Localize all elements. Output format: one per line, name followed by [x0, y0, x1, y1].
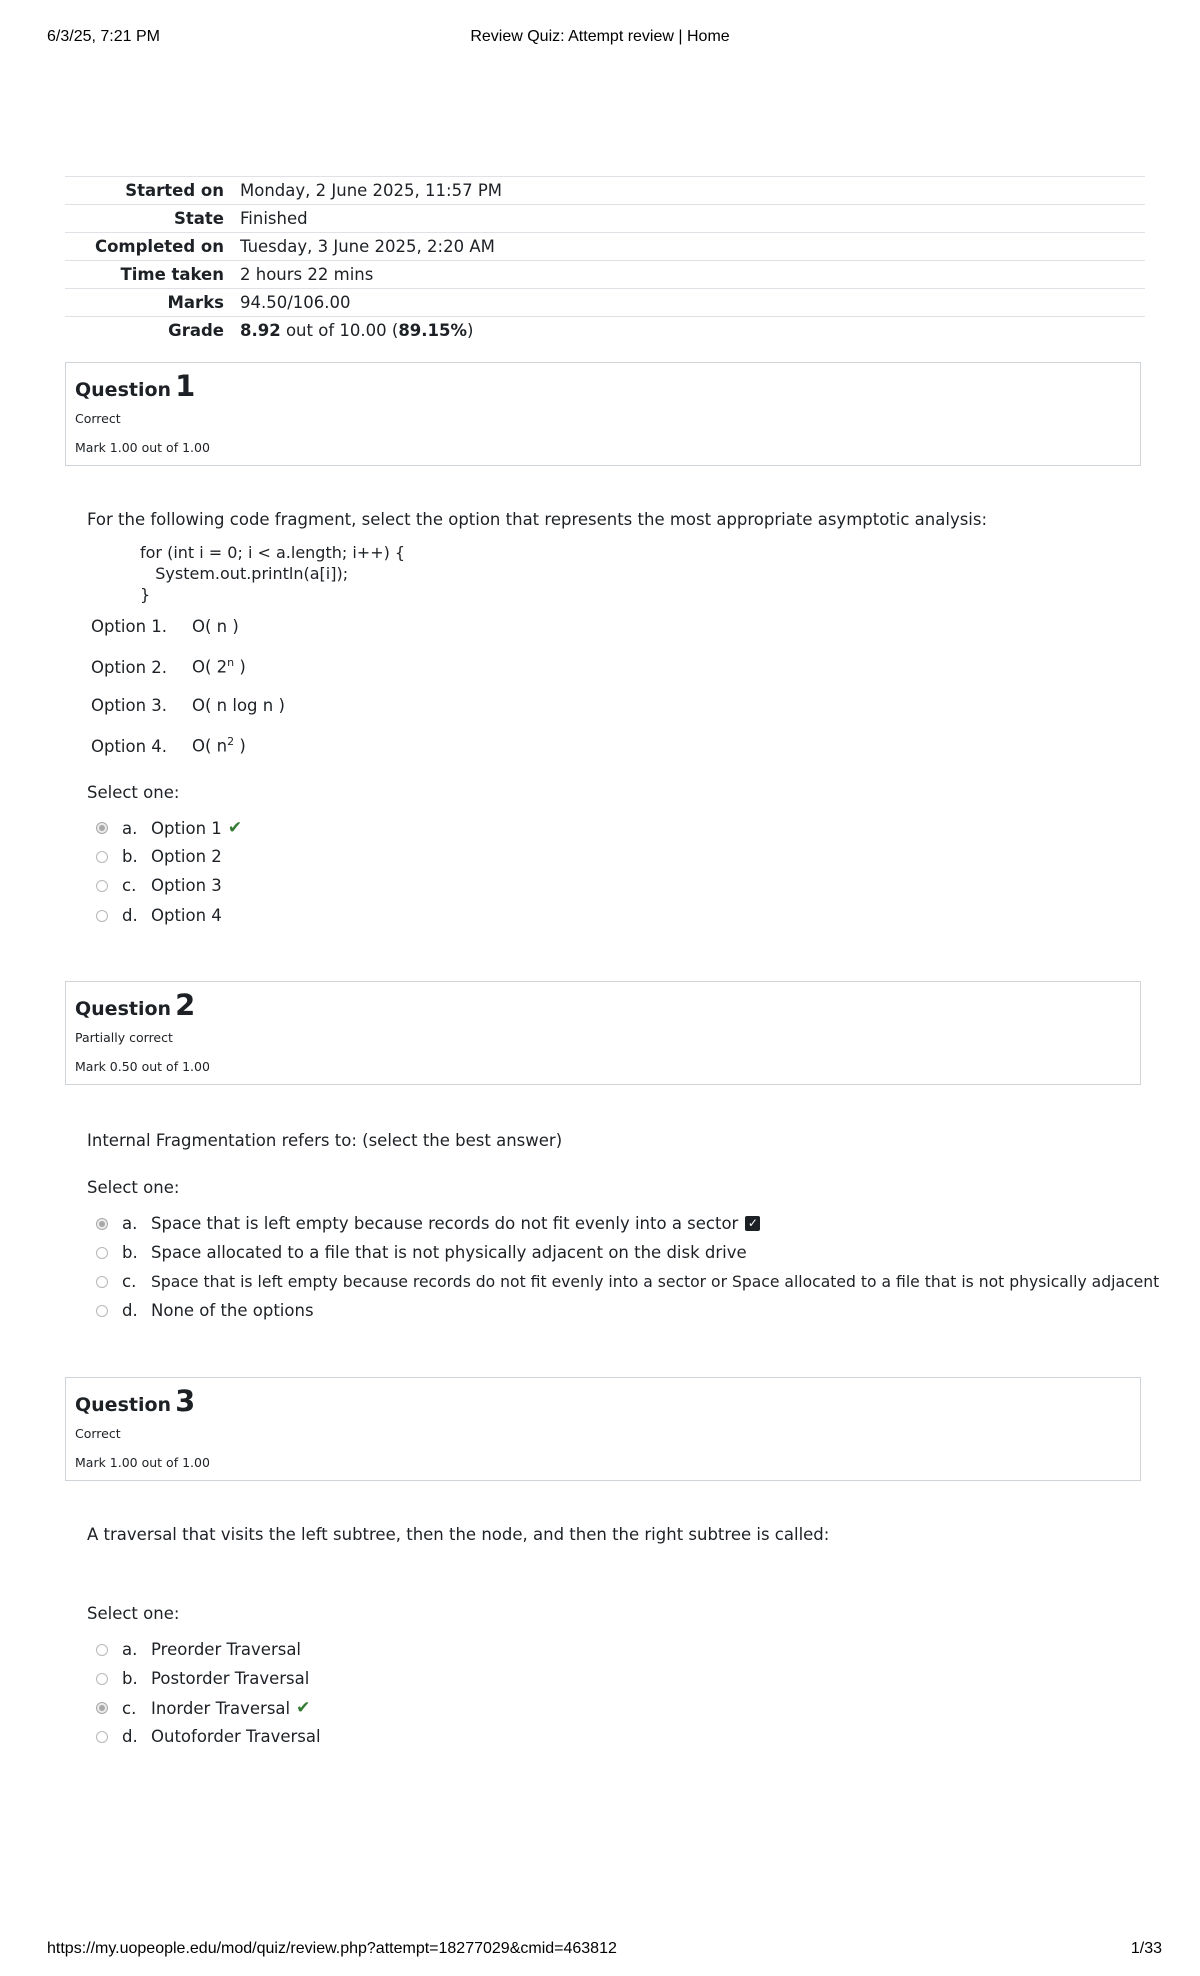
option-row-1 — [91, 617, 239, 636]
completed-on-label: Completed on — [94, 237, 224, 256]
check-icon: ✔ — [296, 1698, 311, 1718]
answer-letter: a. — [122, 1640, 138, 1659]
q2-answer-a[interactable] — [96, 1214, 760, 1233]
question-3-number — [75, 1384, 195, 1418]
radio-button[interactable] — [96, 1644, 108, 1656]
completed-on-value: Tuesday, 3 June 2025, 2:20 AM — [240, 237, 495, 256]
question-2-text: Internal Fragmentation refers to: (select the best answer) — [87, 1131, 563, 1150]
q1-answer-b[interactable] — [96, 847, 222, 866]
answer-text: Space allocated to a file that is not physically adjacent on the disk drive — [151, 1243, 747, 1262]
time-taken-label: Time taken — [120, 265, 224, 284]
grade-value — [240, 317, 1145, 345]
answer-letter: b. — [122, 1669, 138, 1688]
radio-button[interactable] — [96, 1276, 108, 1288]
option-label: Option 2. — [91, 657, 168, 677]
q3-answer-b[interactable] — [96, 1669, 309, 1688]
grade-score: 8.92 — [240, 321, 281, 341]
radio-button[interactable] — [96, 880, 108, 892]
answer-letter: b. — [122, 847, 138, 866]
question-1-code — [140, 542, 405, 605]
marks-label: Marks — [167, 293, 224, 312]
page-number: 1/33 — [1130, 1940, 1162, 1957]
radio-button[interactable] — [96, 1305, 108, 1317]
question-2-grade: Mark 0.50 out of 1.00 — [75, 1059, 210, 1074]
option-expr: O( n — [192, 736, 228, 756]
question-1-grade: Mark 1.00 out of 1.00 — [75, 440, 210, 455]
q3-answer-c[interactable] — [96, 1698, 310, 1718]
radio-button[interactable] — [96, 1247, 108, 1259]
radio-button[interactable] — [96, 910, 108, 922]
option-expr: O( 2 — [192, 657, 228, 677]
question-2-number — [75, 988, 195, 1022]
question-number: 1 — [175, 369, 196, 403]
code-line: for (int i = 0; i < a.length; i++) { — [140, 543, 406, 562]
time-taken-value: 2 hours 22 mins — [240, 265, 374, 284]
grade-out-of: out of 10.00 ( — [280, 321, 399, 341]
answer-text: Inorder Traversal — [151, 1698, 291, 1718]
code-line: System.out.println(a[i]); — [140, 564, 349, 583]
option-exponent: 2 — [227, 735, 235, 748]
answer-text: Option 4 — [151, 906, 222, 925]
question-label: Question — [75, 379, 172, 401]
option-label: Option 3. — [91, 696, 168, 715]
summary-row-started — [65, 177, 1145, 205]
check-icon: ✔ — [227, 818, 243, 838]
option-row-3 — [91, 696, 285, 715]
q2-answer-c[interactable] — [96, 1272, 1159, 1291]
attempt-summary-table — [65, 176, 1145, 345]
answer-letter: c. — [122, 876, 137, 895]
page-url: https://my.uopeople.edu/mod/quiz/review.php?attempt=18277029&cmid=463812 — [47, 1940, 617, 1957]
question-3-text: A traversal that visits the left subtree, then the node, and then the right subtree is called: — [87, 1525, 830, 1544]
q1-answer-d[interactable] — [96, 906, 222, 925]
question-3-grade: Mark 1.00 out of 1.00 — [75, 1455, 210, 1470]
code-line: } — [140, 585, 151, 604]
answer-letter: c. — [122, 1698, 137, 1718]
radio-button[interactable] — [96, 851, 108, 863]
radio-button[interactable] — [96, 1731, 108, 1743]
answer-text: Space that is left empty because records do not fit evenly into a sector or Space allocated to a file that is not physically adjacent — [151, 1272, 1160, 1291]
answer-letter: b. — [122, 1243, 138, 1262]
radio-button[interactable] — [96, 1673, 108, 1685]
question-1-text: For the following code fragment, select the option that represents the most appropriate asymptotic analysis: — [87, 510, 988, 529]
question-1-number — [75, 369, 195, 403]
radio-button[interactable] — [96, 1218, 108, 1230]
question-1-info — [65, 362, 1141, 466]
option-expr: O( n ) — [192, 617, 239, 636]
grade-percent: 89.15% — [398, 321, 468, 341]
marks-value: 94.50/106.00 — [240, 293, 351, 312]
option-row-4 — [91, 735, 246, 756]
print-datetime: 6/3/25, 7:21 PM — [47, 28, 160, 45]
option-label: Option 1. — [91, 617, 168, 636]
option-expr: O( n log n ) — [192, 696, 285, 715]
question-label: Question — [75, 998, 172, 1020]
started-on-label: Started on — [125, 181, 224, 200]
question-label: Question — [75, 1394, 172, 1416]
question-2-state: Partially correct — [75, 1030, 173, 1045]
q2-answer-d[interactable] — [96, 1301, 314, 1320]
answer-text: Preorder Traversal — [151, 1640, 302, 1659]
summary-row-grade — [65, 317, 1145, 345]
grade-close: ) — [467, 321, 474, 341]
radio-button[interactable] — [96, 822, 108, 834]
answer-letter: d. — [122, 1301, 138, 1320]
answer-letter: d. — [122, 906, 138, 925]
question-3-state: Correct — [75, 1426, 121, 1441]
question-2-select-one: Select one: — [87, 1178, 180, 1197]
started-on-value: Monday, 2 June 2025, 11:57 PM — [240, 181, 503, 200]
q3-answer-a[interactable] — [96, 1640, 301, 1659]
state-value: Finished — [240, 209, 308, 228]
option-row-2 — [91, 656, 246, 677]
q2-answer-b[interactable] — [96, 1243, 747, 1262]
q1-answer-c[interactable] — [96, 876, 222, 895]
question-number: 3 — [175, 1384, 196, 1418]
summary-row-completed — [65, 233, 1145, 261]
grade-label: Grade — [168, 321, 224, 341]
option-label: Option 4. — [91, 736, 168, 756]
summary-row-state — [65, 205, 1145, 233]
answer-text: None of the options — [151, 1301, 314, 1320]
radio-button[interactable] — [96, 1702, 108, 1714]
print-title: Review Quiz: Attempt review | Home — [470, 28, 730, 45]
answer-letter: c. — [122, 1272, 137, 1291]
option-expr-end: ) — [234, 657, 246, 677]
q3-answer-d[interactable] — [96, 1727, 321, 1746]
option-expr-end: ) — [234, 736, 246, 756]
answer-letter: d. — [122, 1727, 138, 1746]
answer-letter: a. — [122, 1214, 138, 1233]
answer-text: Outoforder Traversal — [151, 1727, 321, 1746]
question-3-info — [65, 1377, 1141, 1481]
answer-letter: a. — [122, 818, 138, 838]
state-label: State — [174, 209, 224, 228]
summary-row-marks — [65, 289, 1145, 317]
summary-row-time — [65, 261, 1145, 289]
q1-answer-a[interactable] — [96, 818, 242, 838]
option-exponent: n — [227, 656, 235, 669]
question-number: 2 — [175, 988, 196, 1022]
question-3-select-one: Select one: — [87, 1604, 180, 1623]
answer-text: Option 3 — [151, 876, 222, 895]
answer-text: Option 2 — [151, 847, 222, 866]
question-1-state: Correct — [75, 411, 121, 426]
answer-text: Postorder Traversal — [151, 1669, 310, 1688]
checkbox-check-icon: ✓ — [745, 1216, 760, 1231]
question-2-info — [65, 981, 1141, 1085]
question-1-select-one: Select one: — [87, 783, 180, 802]
answer-text: Option 1 — [151, 818, 222, 838]
answer-text: Space that is left empty because records do not fit evenly into a sector — [151, 1214, 739, 1233]
